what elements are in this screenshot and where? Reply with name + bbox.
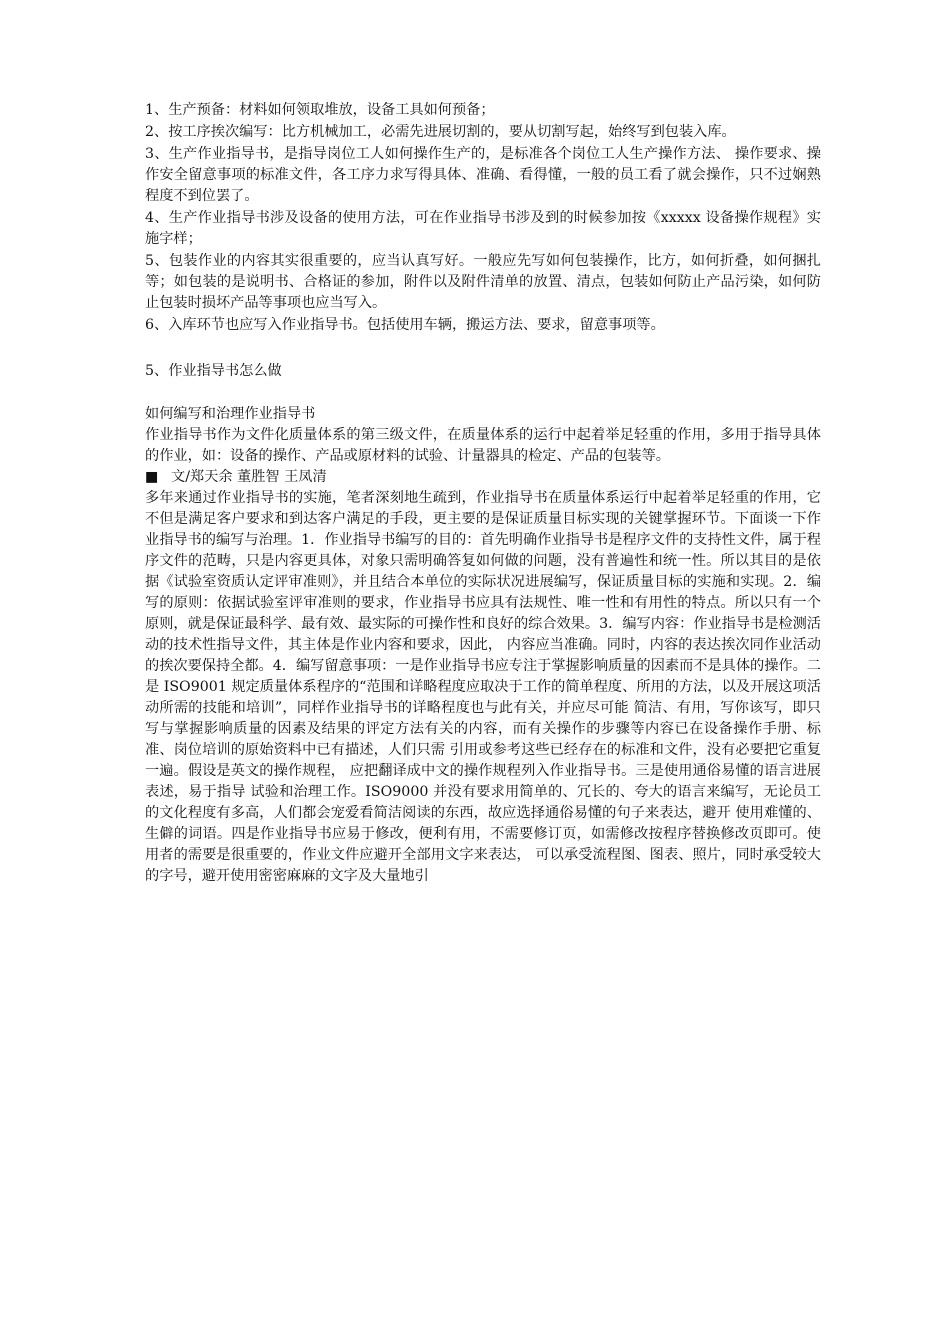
article-body: [145, 488, 821, 887]
point-principle: 2．编写的原则：依据试验室评审准则的要求，作业指导书应具有法规性、唯一性和有用性的特点。所以只有一个原则，就是保证最科学、最有效、最实际的可操作性和良好的综合效果。: [145, 574, 822, 632]
list-item: 3、生产作业指导书，是指导岗位工人如何操作生产的，是标准各个岗位工人生产操作方法、 操作要求、操作安全留意事项的标准文件，各工序力求写得具体、准确、看得懂，一般的员工看了就会操作，只不过娴熟程度不到位罢了。: [145, 146, 821, 204]
list-item: 4、生产作业指导书涉及设备的使用方法，可在作业指导书涉及到的时候参加按《xxxxx 设备操作规程》实施字样；: [145, 210, 821, 247]
list-item: 2、按工序挨次编写：比方机械加工，必需先进展切割的，要从切割写起，始终写到包装入库。: [145, 124, 736, 140]
list-item: 1、生产预备：材料如何领取堆放，设备工具如何预备；: [145, 102, 495, 118]
article-title: 如何编写和治理作业指导书: [145, 406, 316, 422]
list-item: 5、包装作业的内容其实很重要的，应当认真写好。一般应先写如何包装操作，比方，如何折叠，如何捆扎等；如包装的是说明书、合格证的参加，附件以及附件清单的放置、清点，包装如何防止产品污染，如何防止包装时损坏产品等事项也应当写入。: [145, 253, 821, 311]
point-content: 3．编写内容：作业指导书是检测活动的技术性指导文件，其主体是作业内容和要求，因此， 内容应当准确。同时，内容的表达挨次同作业活动的挨次要保持全都。: [145, 616, 821, 674]
square-bullet-icon: ■: [145, 469, 159, 485]
document-page: [145, 100, 821, 887]
point-notes: 4．编写留意事项：一是作业指导书应专注于掌握影响质量的因素而不是具体的操作。二是 ISO9001 规定质量体系程序的“范围和详略程度应取决于工作的简单程度、所用的方法，以及开展这项活动所需的技能和培训”，同样作业指导书的详略程度也与此有关，并应尽可能 简洁、有用，写你该写，即只写与掌握影响质量的因素及结果的评定方法有关的内容，而有关操作的步骤等内容已在设备操作手册、标准、岗位培训的原始资料中已有描述，人们只需 引用或参考这些已经存在的标准和文件，没有必要把它重复一遍。假设是英文的操作规程， 应把翻译成中文的操作规程列入作业指导书。三是使用通俗易懂的语言进展表述，易于指导 试验和治理工作。ISO9000 并没有要求用简单的、冗长的、夸大的语言来编写，无论员工的文化程度有多高，人们都会宠爱看简洁阅读的东西，故应选择通俗易懂的句子来表达，避开 使用难懂的、生僻的词语。四是作业指导书应易于修改，便利有用，不需要修订页，如需修改按程序替换修改页即可。使用者的需要是很重要的，作业文件应避开全部用文字来表达， 可以承受流程图、图表、照片，同时承受较大的字号，避开使用密密麻麻的文字及大量地引: [145, 658, 821, 884]
article-byline: [145, 467, 821, 488]
point-purpose: 1．作业指导书编写的目的：首先明确作业指导书是程序文件的支持性文件，属于程序文件的范畴，只是内容更具体，对象只需明确答复如何做的问题，没有普遍性和统一性。所以其目的是依据《试验室资质认定评审准则》，并且结合本单位的实际状况进展编写，保证质量目标的实施和实现。: [145, 532, 821, 590]
spacer: [145, 382, 821, 404]
article-intro: 作业指导书作为文件化质量体系的第三级文件，在质量体系的运行中起着举足轻重的作用，多用于指导具体的作业，如：设备的操作、产品或原材料的试验、计量器具的检定、产品的包装等。: [145, 427, 821, 464]
spacer: [145, 337, 821, 361]
list-item: 6、入库环节也应写入作业指导书。包括使用车辆，搬运方法、要求，留意事项等。: [145, 317, 665, 333]
body-paragraph: 多年来通过作业指导书的实施，笔者深刻地生疏到，作业指导书在质量体系运行中起着举足轻重的作用，它不但是满足客户要求和到达客户满足的手段，更主要的是保证质量目标实现的关键掌握环节。下面谈一下作业指导书的编写与治理。: [145, 490, 821, 548]
section-heading: 5、作业指导书怎么做: [145, 363, 282, 379]
numbered-list: [145, 100, 821, 336]
author-names: 文/郑天余 董胜智 王凤清: [171, 469, 327, 485]
